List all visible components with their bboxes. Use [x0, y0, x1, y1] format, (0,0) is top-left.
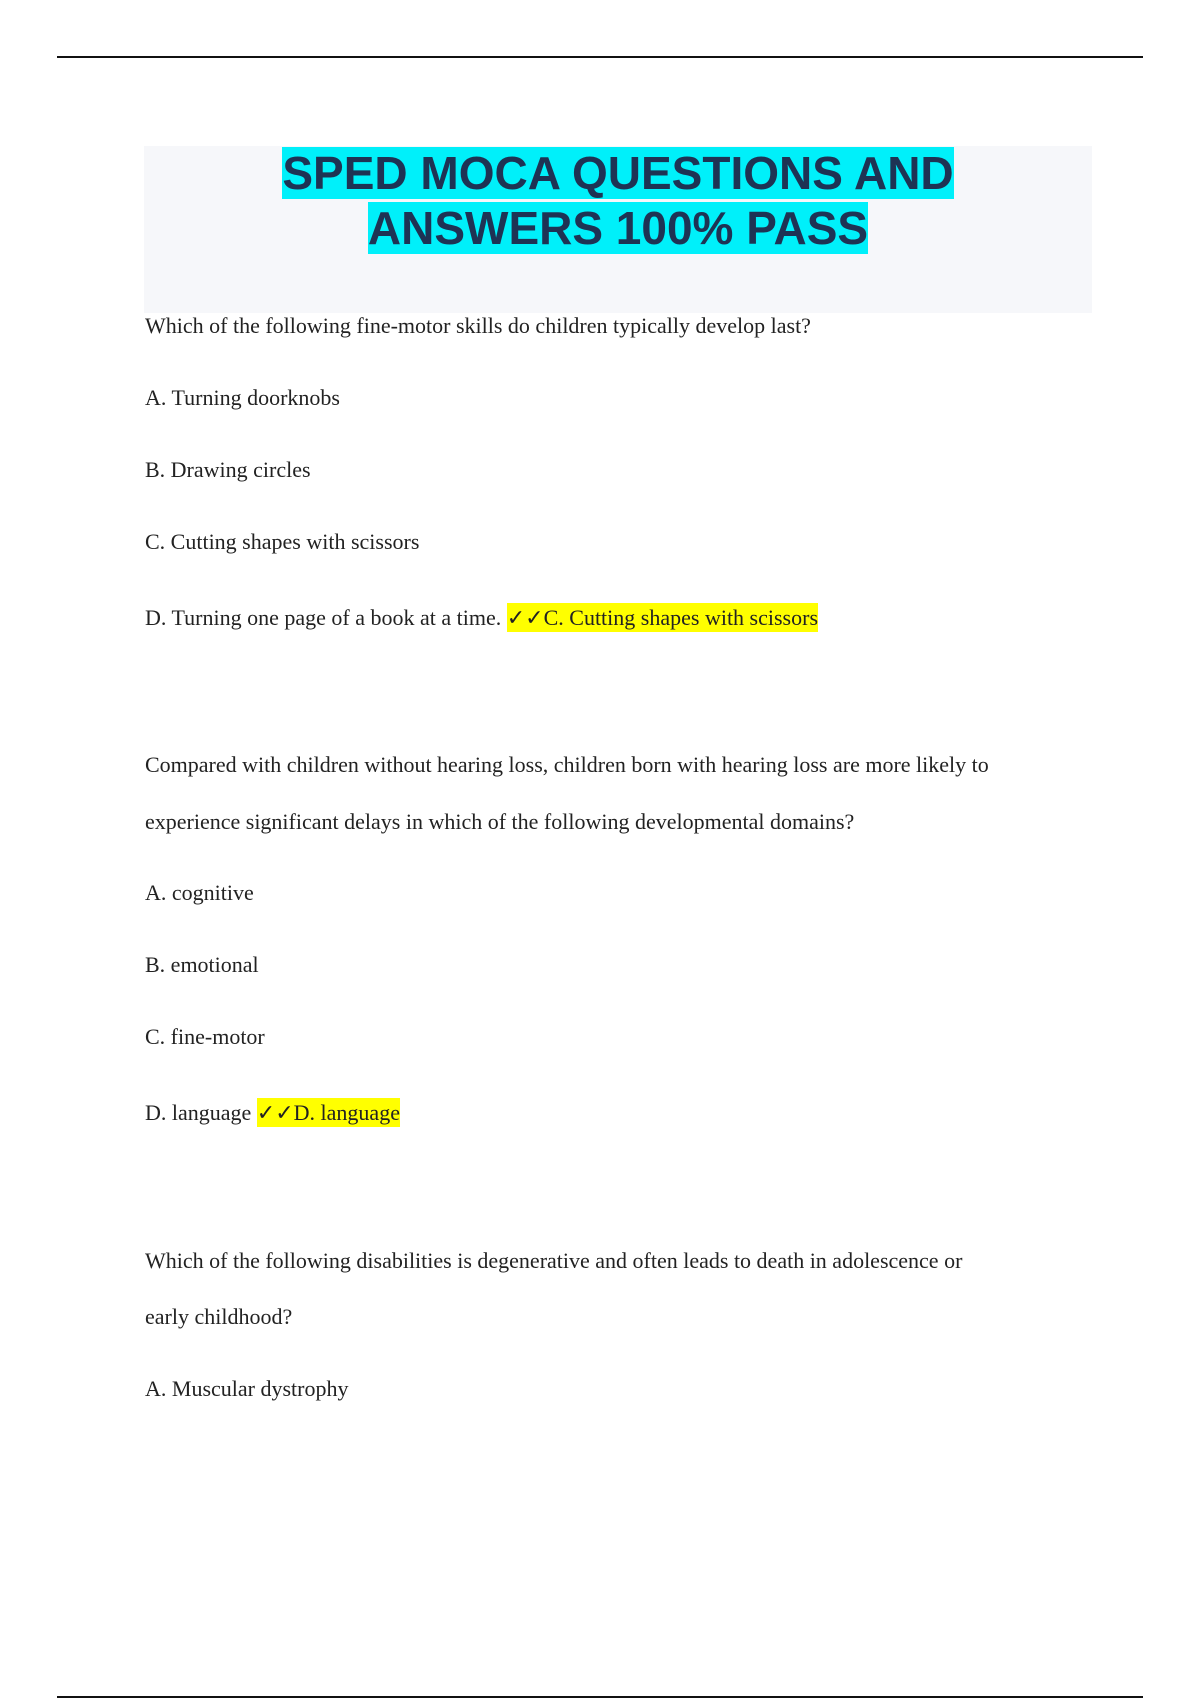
question-3-stem-line-2: early childhood?	[145, 1304, 293, 1329]
question-2-option-d: D. language	[145, 1100, 252, 1125]
question-3-stem-line-1: Which of the following disabilities is degenerative and often leads to death in adolescence or	[145, 1248, 963, 1273]
question-2-option-a: A. cognitive	[145, 880, 254, 905]
question-1-answer: ✓✓C. Cutting shapes with scissors	[506, 605, 818, 630]
question-2-answer: ✓✓D. language	[256, 1100, 400, 1125]
question-2-option-c: C. fine-motor	[145, 1024, 265, 1049]
question-1-stem: Which of the following fine-motor skills do children typically develop last?	[145, 313, 811, 338]
question-1-option-a: A. Turning doorknobs	[145, 385, 340, 410]
question-1-option-c: C. Cutting shapes with scissors	[145, 529, 420, 554]
title-line-1: SPED MOCA QUESTIONS AND	[282, 147, 954, 199]
question-1-option-d: D. Turning one page of a book at a time.	[145, 605, 502, 630]
question-2-stem-line-2: experience significant delays in which of the following developmental domains?	[145, 809, 855, 834]
question-2-option-d-row	[145, 1098, 400, 1128]
question-2-stem-line-1: Compared with children without hearing loss, children born with hearing loss are more likely to	[145, 752, 989, 777]
question-1-option-d-row	[145, 603, 818, 633]
question-1-option-b: B. Drawing circles	[145, 457, 311, 482]
question-3-option-a: A. Muscular dystrophy	[145, 1376, 349, 1401]
question-2-option-b: B. emotional	[145, 952, 259, 977]
bottom-rule	[57, 1696, 1143, 1698]
title-line-2: ANSWERS 100% PASS	[367, 202, 869, 254]
